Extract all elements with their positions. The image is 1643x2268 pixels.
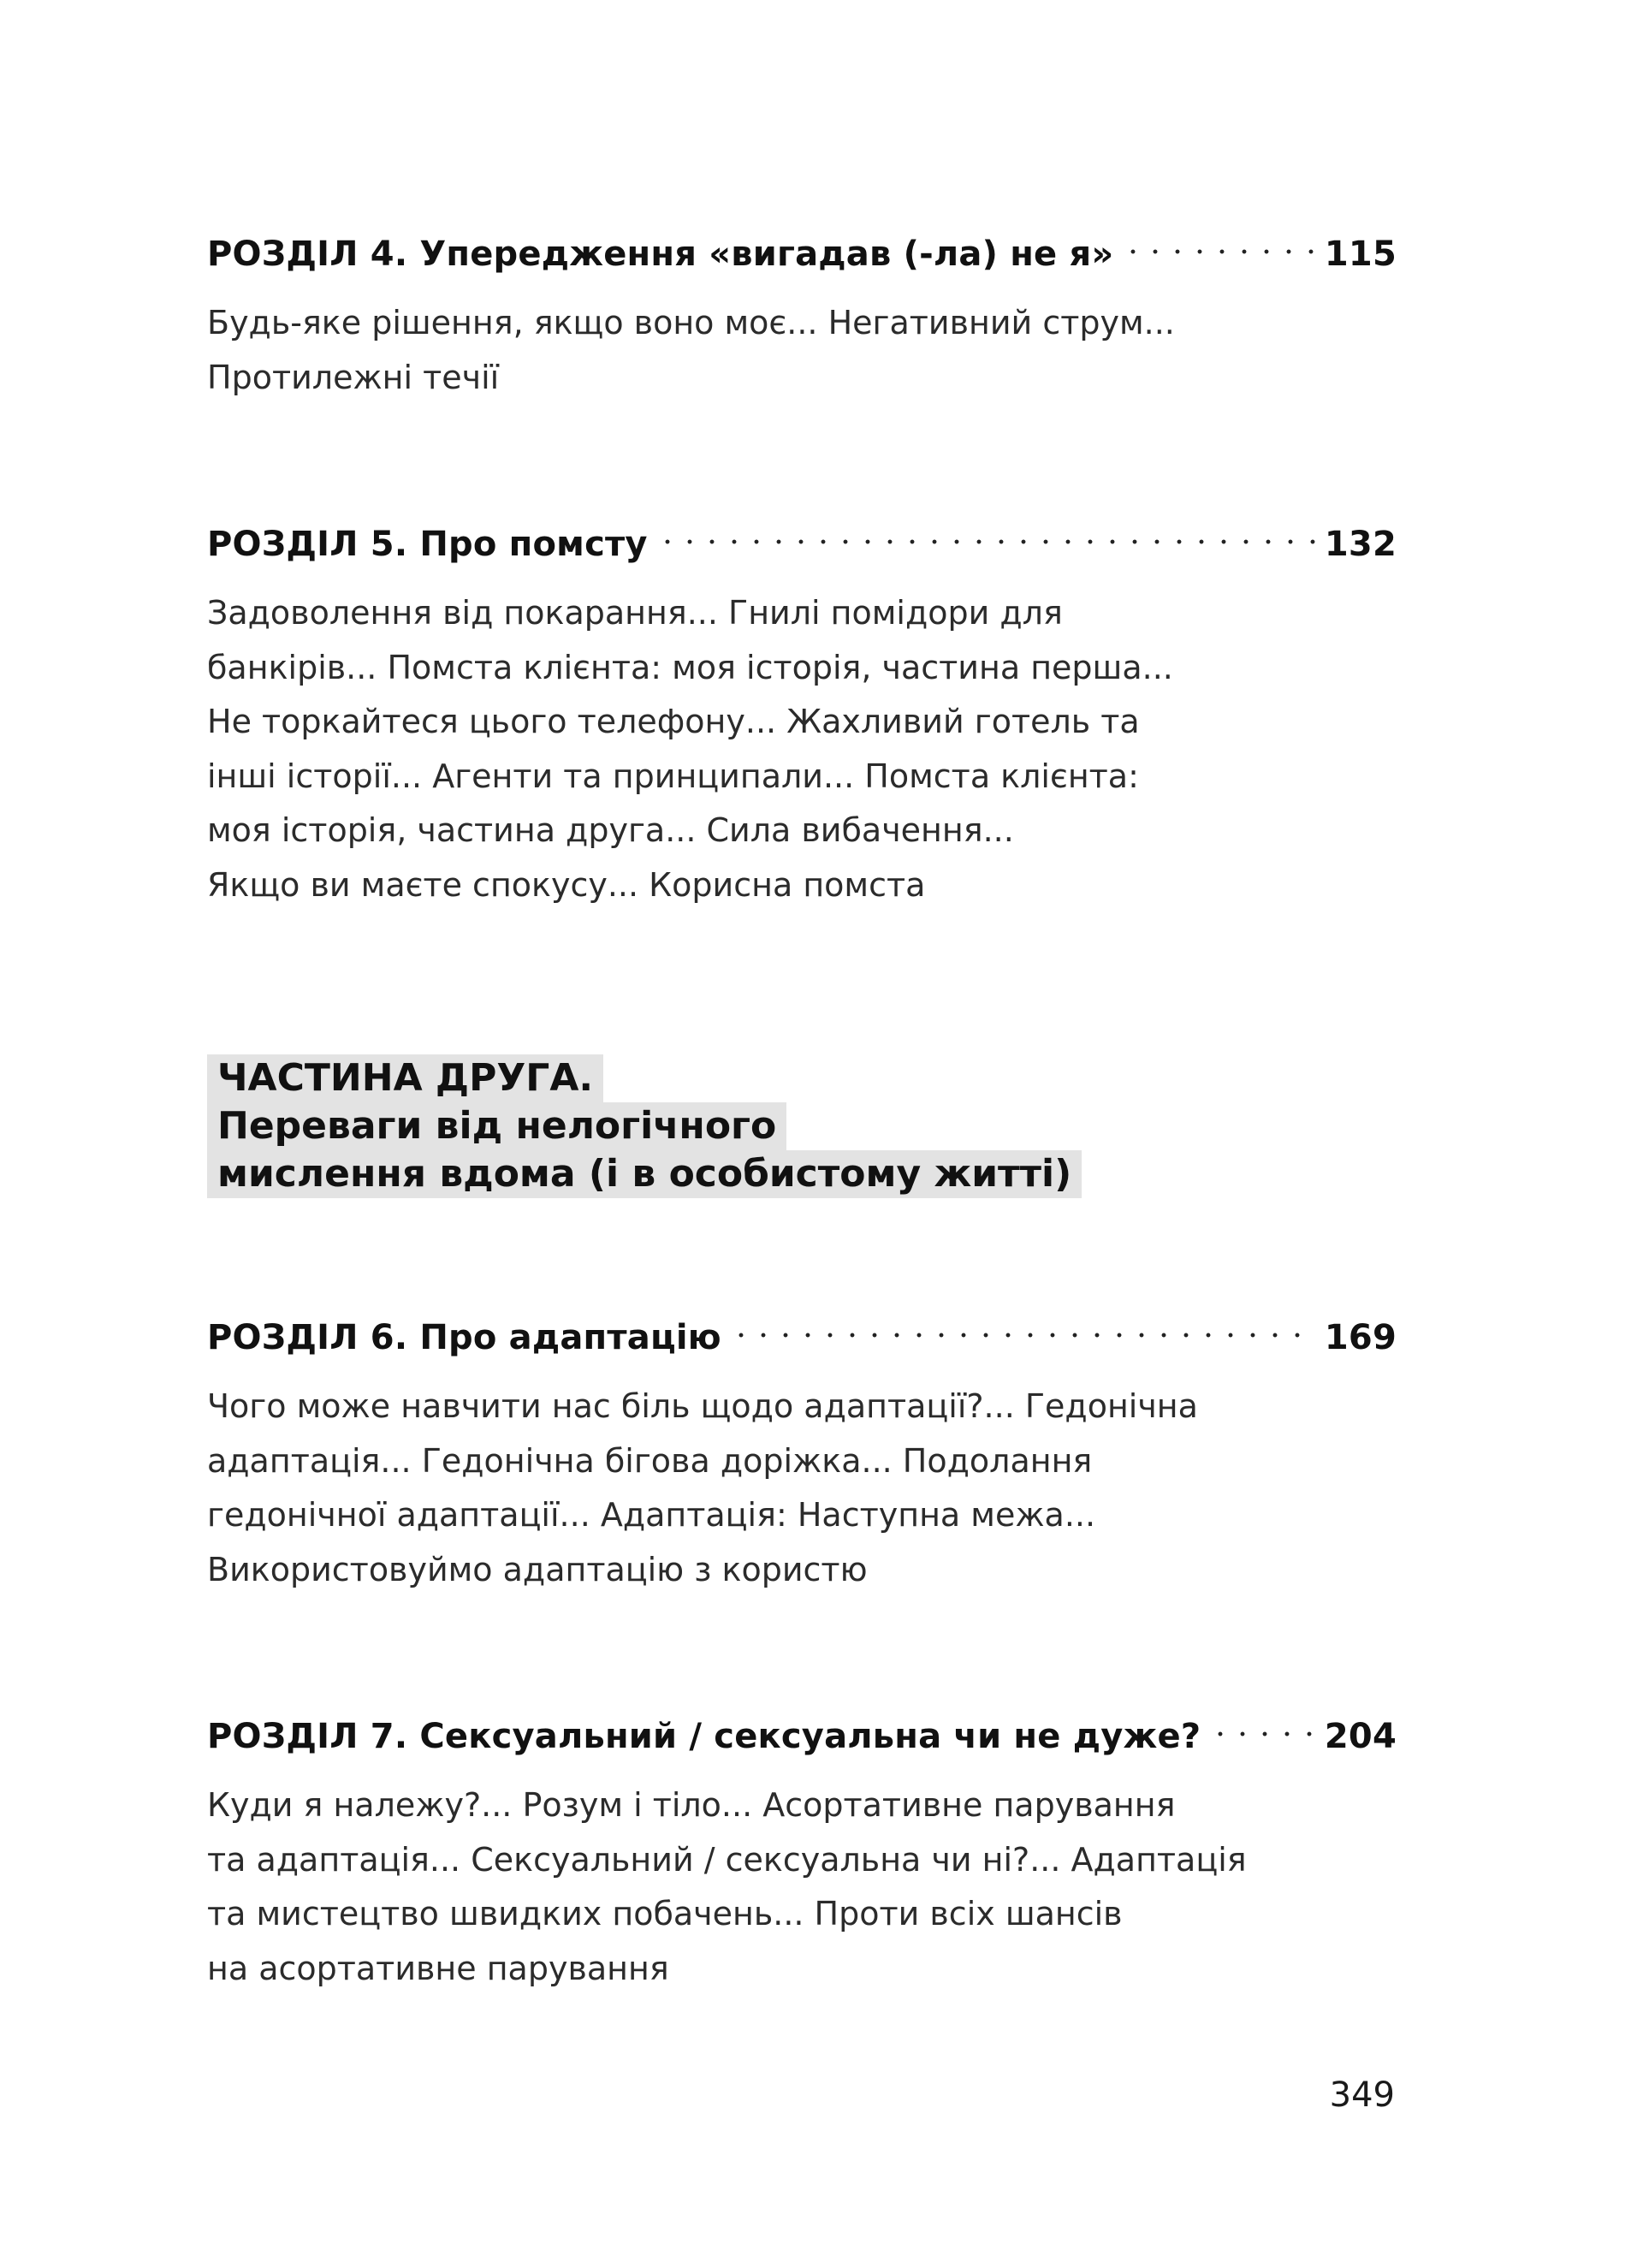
description-line: моя історія, частина друга... Сила вибачення...: [207, 811, 1014, 849]
chapter-description: [207, 1380, 1397, 1597]
toc-entry-heading: [207, 511, 1397, 564]
page-number: 349: [1329, 2075, 1395, 2115]
description-line: Куди я належу?... Розум і тіло... Асортативне парування: [207, 1786, 1176, 1824]
toc-entry-chapter-5: [207, 511, 1397, 912]
part-heading: [207, 1054, 1082, 1198]
description-line: Будь-яке рішення, якщо воно моє... Негативний струм...: [207, 304, 1175, 341]
toc-entry-chapter-4: [207, 221, 1397, 405]
dot-leader: [1209, 1703, 1316, 1748]
part-heading-line: ЧАСТИНА ДРУГА.: [207, 1054, 603, 1102]
toc-entry-heading: [207, 221, 1397, 274]
chapter-title: РОЗДІЛ 7. Сексуальний / сексуальна чи не дуже?: [207, 1717, 1201, 1756]
chapter-page-number: 132: [1324, 525, 1397, 564]
description-line: та мистецтво швидких побачень... Проти всіх шансів: [207, 1895, 1123, 1933]
toc-entry-heading: [207, 1304, 1397, 1357]
description-line: Задоволення від покарання... Гнилі помідори для: [207, 594, 1063, 632]
toc-entry-heading: [207, 1703, 1397, 1756]
description-line: адаптація... Гедонічна бігова доріжка... Подолання: [207, 1441, 1093, 1480]
chapter-title: РОЗДІЛ 5. Про помсту: [207, 525, 648, 564]
description-line: гедонічної адаптації... Адаптація: Наступна межа...: [207, 1496, 1096, 1534]
description-line: Використовуймо адаптацію з користю: [207, 1550, 868, 1588]
dot-leader: [730, 1304, 1316, 1349]
description-line: на асортативне парування: [207, 1949, 669, 1987]
toc-entry-chapter-7: [207, 1703, 1397, 1996]
description-line: інші історії... Агенти та принципали... Помста клієнта:: [207, 757, 1139, 795]
dot-leader: [1122, 221, 1315, 265]
chapter-page-number: 204: [1324, 1717, 1397, 1756]
chapter-description: [207, 1778, 1397, 1996]
description-line: та адаптація... Сексуальний / сексуальна чи ні?... Адаптація: [207, 1840, 1247, 1879]
description-line: Не торкайтеся цього телефону... Жахливий готель та: [207, 703, 1140, 740]
description-line: Якщо ви маєте спокусу... Корисна помста: [207, 865, 926, 904]
dot-leader: [656, 511, 1316, 555]
description-line: Протилежні течії: [207, 358, 500, 396]
chapter-title: РОЗДІЛ 4. Упередження «вигадав (-ла) не я»: [207, 235, 1114, 274]
description-line: банкірів... Помста клієнта: моя історія, частина перша...: [207, 648, 1173, 686]
description-line: Чого може навчити нас біль щодо адаптації?... Гедонічна: [207, 1387, 1198, 1425]
chapter-description: [207, 296, 1397, 405]
chapter-title: РОЗДІЛ 6. Про адаптацію: [207, 1318, 721, 1357]
part-heading-line: мислення вдома (і в особистому житті): [207, 1150, 1082, 1198]
chapter-description: [207, 586, 1397, 912]
part-heading-line: Переваги від нелогічного: [207, 1102, 786, 1150]
chapter-page-number: 169: [1324, 1318, 1397, 1357]
chapter-page-number: 115: [1324, 235, 1397, 274]
toc-entry-chapter-6: [207, 1304, 1397, 1597]
